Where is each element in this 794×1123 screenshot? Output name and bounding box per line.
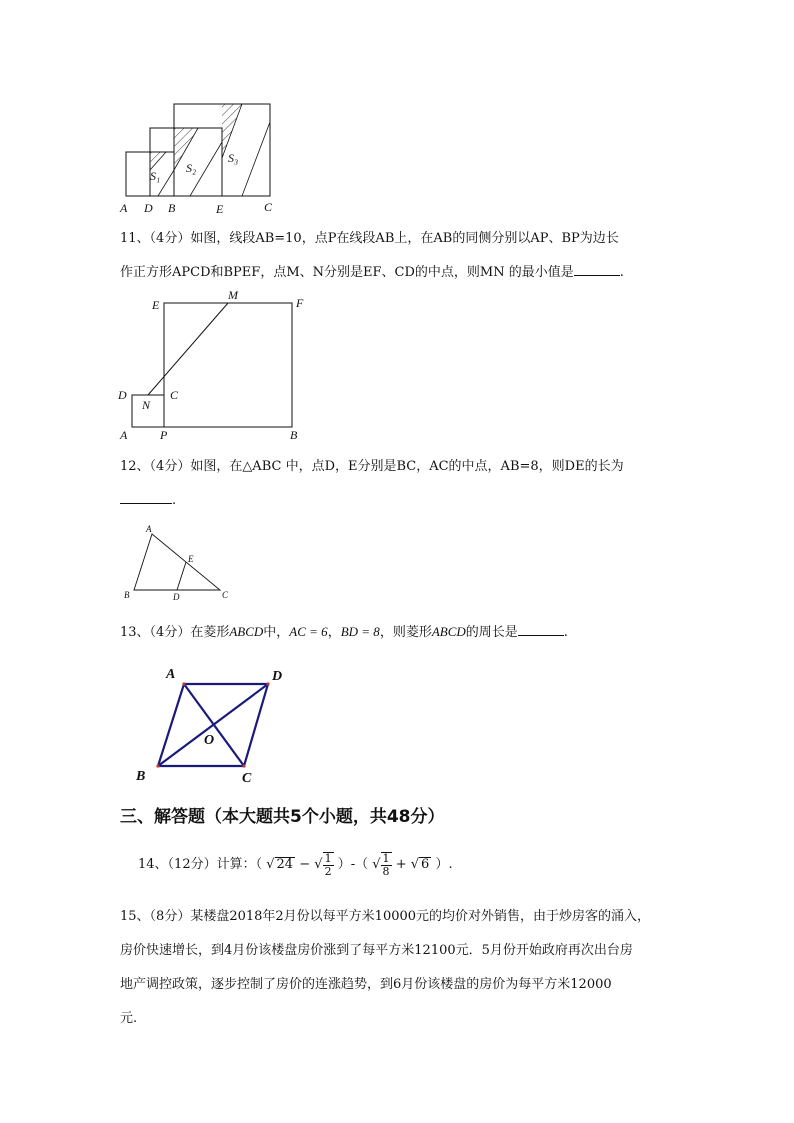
label-e: E — [216, 202, 224, 216]
squares-figure — [110, 100, 290, 218]
question-15-line1: 15、（8分）某楼盘2018年2月份以每平方米10000元的均价对外销售，由于炒房客的涌入， — [120, 909, 651, 924]
question-14: 14、（12分）计算：（ √ 24 − √ $\frac{1}{2}$ ）-（ √ $\frac{1}{8}$ + √ 6 ）. — [138, 851, 453, 878]
question-12-line2: . — [120, 484, 720, 518]
label-c: C — [222, 590, 229, 600]
sqrt-24: 24 — [276, 857, 294, 872]
label-m: M — [228, 288, 238, 302]
label-d: D — [173, 592, 180, 602]
label-p: P — [160, 428, 168, 442]
square-bpef — [164, 303, 292, 427]
answer-blank-13[interactable] — [518, 623, 564, 636]
answer-blank-12[interactable] — [120, 491, 172, 504]
label-f: F — [296, 296, 304, 310]
label-d: D — [118, 388, 127, 402]
label-n: N — [142, 398, 151, 412]
question-15-line2: 房价快速增长，到4月份该楼盘房价涨到了每平方米12100元．5月份开始政府再次出台房 — [120, 943, 633, 958]
label-e: E — [152, 298, 160, 312]
label-c: C — [264, 200, 273, 214]
label-d: D — [144, 201, 153, 215]
question-11-line1: 11、（4分）如图，线段AB=10，点P在线段AB上，在AB的同侧分别以AP、BP为边长 — [120, 231, 619, 246]
fraction-1-2: $\frac{1}{2}$ — [324, 851, 332, 878]
label-s3: S₃ — [228, 151, 239, 165]
label-o: O — [204, 733, 215, 748]
question-13: 13、（4分）在菱形ABCD中，AC = 6，BD = 8，则菱形ABCD的周长是 . — [120, 624, 568, 640]
label-e: E — [188, 554, 194, 564]
label-c: C — [170, 388, 179, 402]
label-d: D — [272, 669, 283, 684]
label-b: B — [168, 201, 176, 215]
question-12 — [120, 450, 720, 518]
segment-mn — [148, 303, 228, 395]
triangle-abc — [134, 534, 220, 590]
label-b: B — [124, 590, 130, 600]
label-a: A — [146, 524, 152, 534]
label-b: B — [136, 769, 146, 784]
question-15-line3: 地产调控政策，逐步控制了房价的连涨趋势，到6月份该楼盘的房价为每平方米12000 — [120, 977, 612, 992]
label-a: A — [120, 428, 128, 442]
question-15 — [120, 900, 720, 1036]
question-11-line2: 作正方形APCD和BPEF，点M、N分别是EF、CD的中点，则MN 的最小值是 . — [120, 265, 624, 280]
segment-de — [177, 562, 186, 590]
label-a: A — [166, 667, 176, 682]
triangle-figure — [118, 522, 238, 604]
label-s2: S₂ — [186, 161, 197, 175]
fraction-1-8: $\frac{1}{8}$ — [382, 851, 390, 878]
answer-blank-11[interactable] — [574, 263, 620, 276]
squares-mn-figure — [110, 285, 320, 445]
label-a: A — [120, 201, 128, 215]
diagonal-bd — [158, 684, 268, 766]
rhombus-figure — [130, 660, 300, 785]
question-15-line4: 元. — [120, 1011, 138, 1026]
question-12-line1: 12、（4分）如图，在△ABC 中，点D，E分别是BC，AC的中点，AB=8，则DE的长为 — [120, 459, 624, 474]
section-3-heading: 三、解答题（本大题共5个小题，共48分） — [120, 807, 445, 827]
sqrt-6: 6 — [421, 857, 430, 872]
label-s1: S₁ — [150, 169, 161, 183]
question-11 — [120, 222, 720, 290]
label-b: B — [290, 428, 298, 442]
label-c: C — [242, 771, 252, 785]
